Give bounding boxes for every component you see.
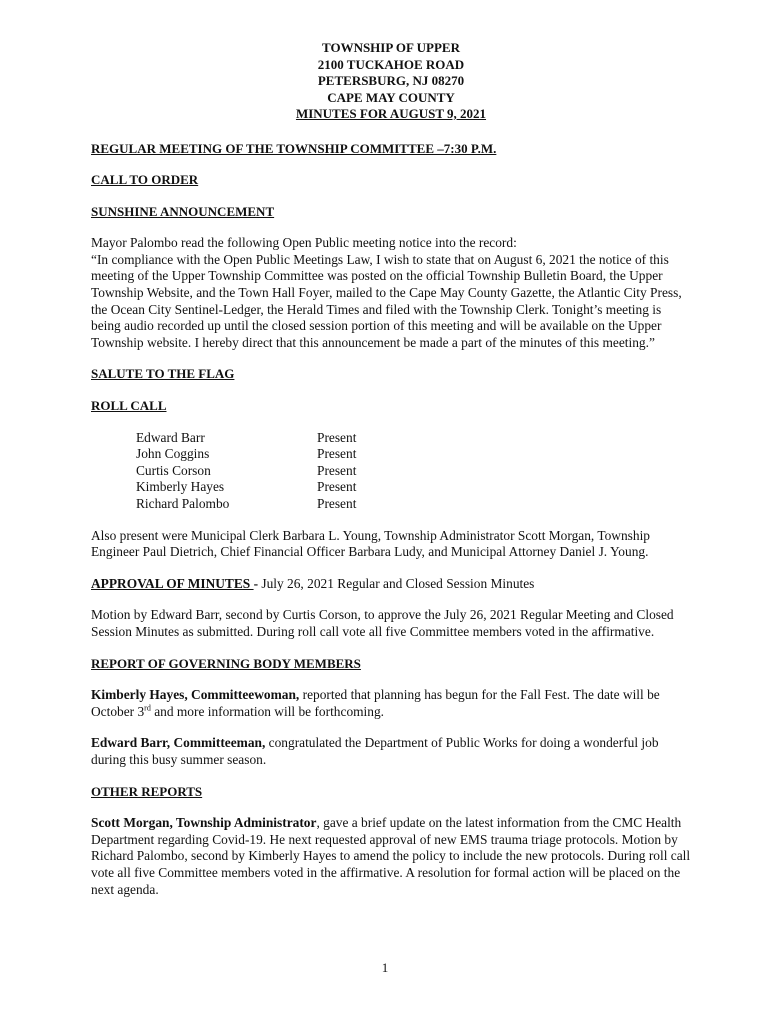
member-name: Edward Barr xyxy=(136,429,205,445)
roll-row xyxy=(136,463,691,480)
ordinal-suffix: rd xyxy=(144,703,151,713)
regular-meeting-heading: REGULAR MEETING OF THE TOWNSHIP COMMITTEE –7:30 P.M. xyxy=(91,140,497,156)
member-status: Present xyxy=(317,496,357,511)
member-status: Present xyxy=(317,446,357,462)
member-name: Curtis Corson xyxy=(136,462,211,478)
other-reports-heading: OTHER REPORTS xyxy=(91,783,203,799)
minutes-title: MINUTES FOR AUGUST 9, 2021 xyxy=(295,106,487,121)
roll-row xyxy=(136,479,691,496)
sunshine-intro: Mayor Palombo read the following Open Public meeting notice into the record: xyxy=(91,235,517,251)
approval-text: Motion by Edward Barr, second by Curtis Corson, to approve the July 26, 2021 Regular Meeting and Closed Session Minutes as submitted. During roll call vote all five Committee members voted in the affirmative. xyxy=(91,607,674,639)
approval-paragraph xyxy=(91,576,691,593)
header-line: TOWNSHIP OF UPPER xyxy=(322,40,460,55)
header-line: CAPE MAY COUNTY xyxy=(327,89,455,105)
barr-report xyxy=(91,735,691,768)
sunshine-heading: SUNSHINE ANNOUNCEMENT xyxy=(91,203,275,219)
roll-call-heading: ROLL CALL xyxy=(91,398,167,414)
approval-dash: - xyxy=(253,575,262,591)
barr-name: Edward Barr, Committeeman, xyxy=(91,735,266,751)
barr-text: congratulated the Department of Public Works for doing a wonderful job during this busy summer season. xyxy=(91,735,659,767)
page-number: 1 xyxy=(381,960,389,975)
member-name: Richard Palombo xyxy=(136,496,230,511)
call-to-order-heading: CALL TO ORDER xyxy=(91,172,199,188)
morgan-name: Scott Morgan, Township Administrator xyxy=(91,815,317,831)
header-line: PETERSBURG, NJ 08270 xyxy=(317,73,465,88)
morgan-text: , gave a brief update on the latest information from the CMC Health Department regarding Covid-19. He next requested approval of new EMS trauma triage protocols. Motion by Richard Palombo, second by Kimberly Hayes to amend the policy to include the new protocols. During roll call vote all five Committee members voted in the affirmative. A resolution for formal action will be placed on the next agenda. xyxy=(91,815,691,897)
member-status: Present xyxy=(317,479,357,495)
also-present-text: Also present were Municipal Clerk Barbara L. Young, Township Administrator Scott Morgan, Township Engineer Paul Dietrich, Chief Financial Officer Barbara Ludy, and Municipal Attorney Daniel J. Young. xyxy=(91,527,650,560)
hayes-text: reported that planning has begun for the Fall Fest. The date will be October 3 xyxy=(91,687,660,719)
hayes-report xyxy=(91,687,691,720)
roll-call-list xyxy=(136,430,691,513)
member-status: Present xyxy=(317,429,357,445)
header-line: 2100 TUCKAHOE ROAD xyxy=(317,56,465,72)
hayes-name: Kimberly Hayes, Committeewoman, xyxy=(91,687,300,703)
approval-heading: APPROVAL OF MINUTES xyxy=(91,575,254,591)
document-page xyxy=(91,40,691,898)
sunshine-text: “In compliance with the Open Public Meetings Law, I wish to state that on August 6, 2021 the notice of this meeting of the Upper Township Committee was posted on the official Township Bulletin Board, the Upper Township Website, and the Town Hall Foyer, mailed to the Cape May County Gazette, the Atlantic City Press, the Ocean City Sentinel-Ledger, the Herald Times and filed with the Township Clerk. Tonight’s meeting is being audio recorded up until the closed session portion of this meeting and will be available on the Upper Township website. I hereby direct that this announcement be made a part of the minutes of this meeting.” xyxy=(91,251,682,350)
roll-row xyxy=(136,430,691,447)
member-name: John Coggins xyxy=(136,446,210,462)
approval-subject: July 26, 2021 Regular and Closed Session Minutes xyxy=(261,575,535,591)
salute-heading: SALUTE TO THE FLAG xyxy=(91,366,235,382)
morgan-report xyxy=(91,815,691,898)
member-name: Kimberly Hayes xyxy=(136,479,225,495)
report-governing-heading: REPORT OF GOVERNING BODY MEMBERS xyxy=(91,655,361,671)
roll-row xyxy=(136,446,691,463)
member-status: Present xyxy=(317,462,357,478)
document-header xyxy=(91,40,691,123)
hayes-text-end: and more information will be forthcoming. xyxy=(150,703,385,719)
roll-row xyxy=(136,496,691,513)
